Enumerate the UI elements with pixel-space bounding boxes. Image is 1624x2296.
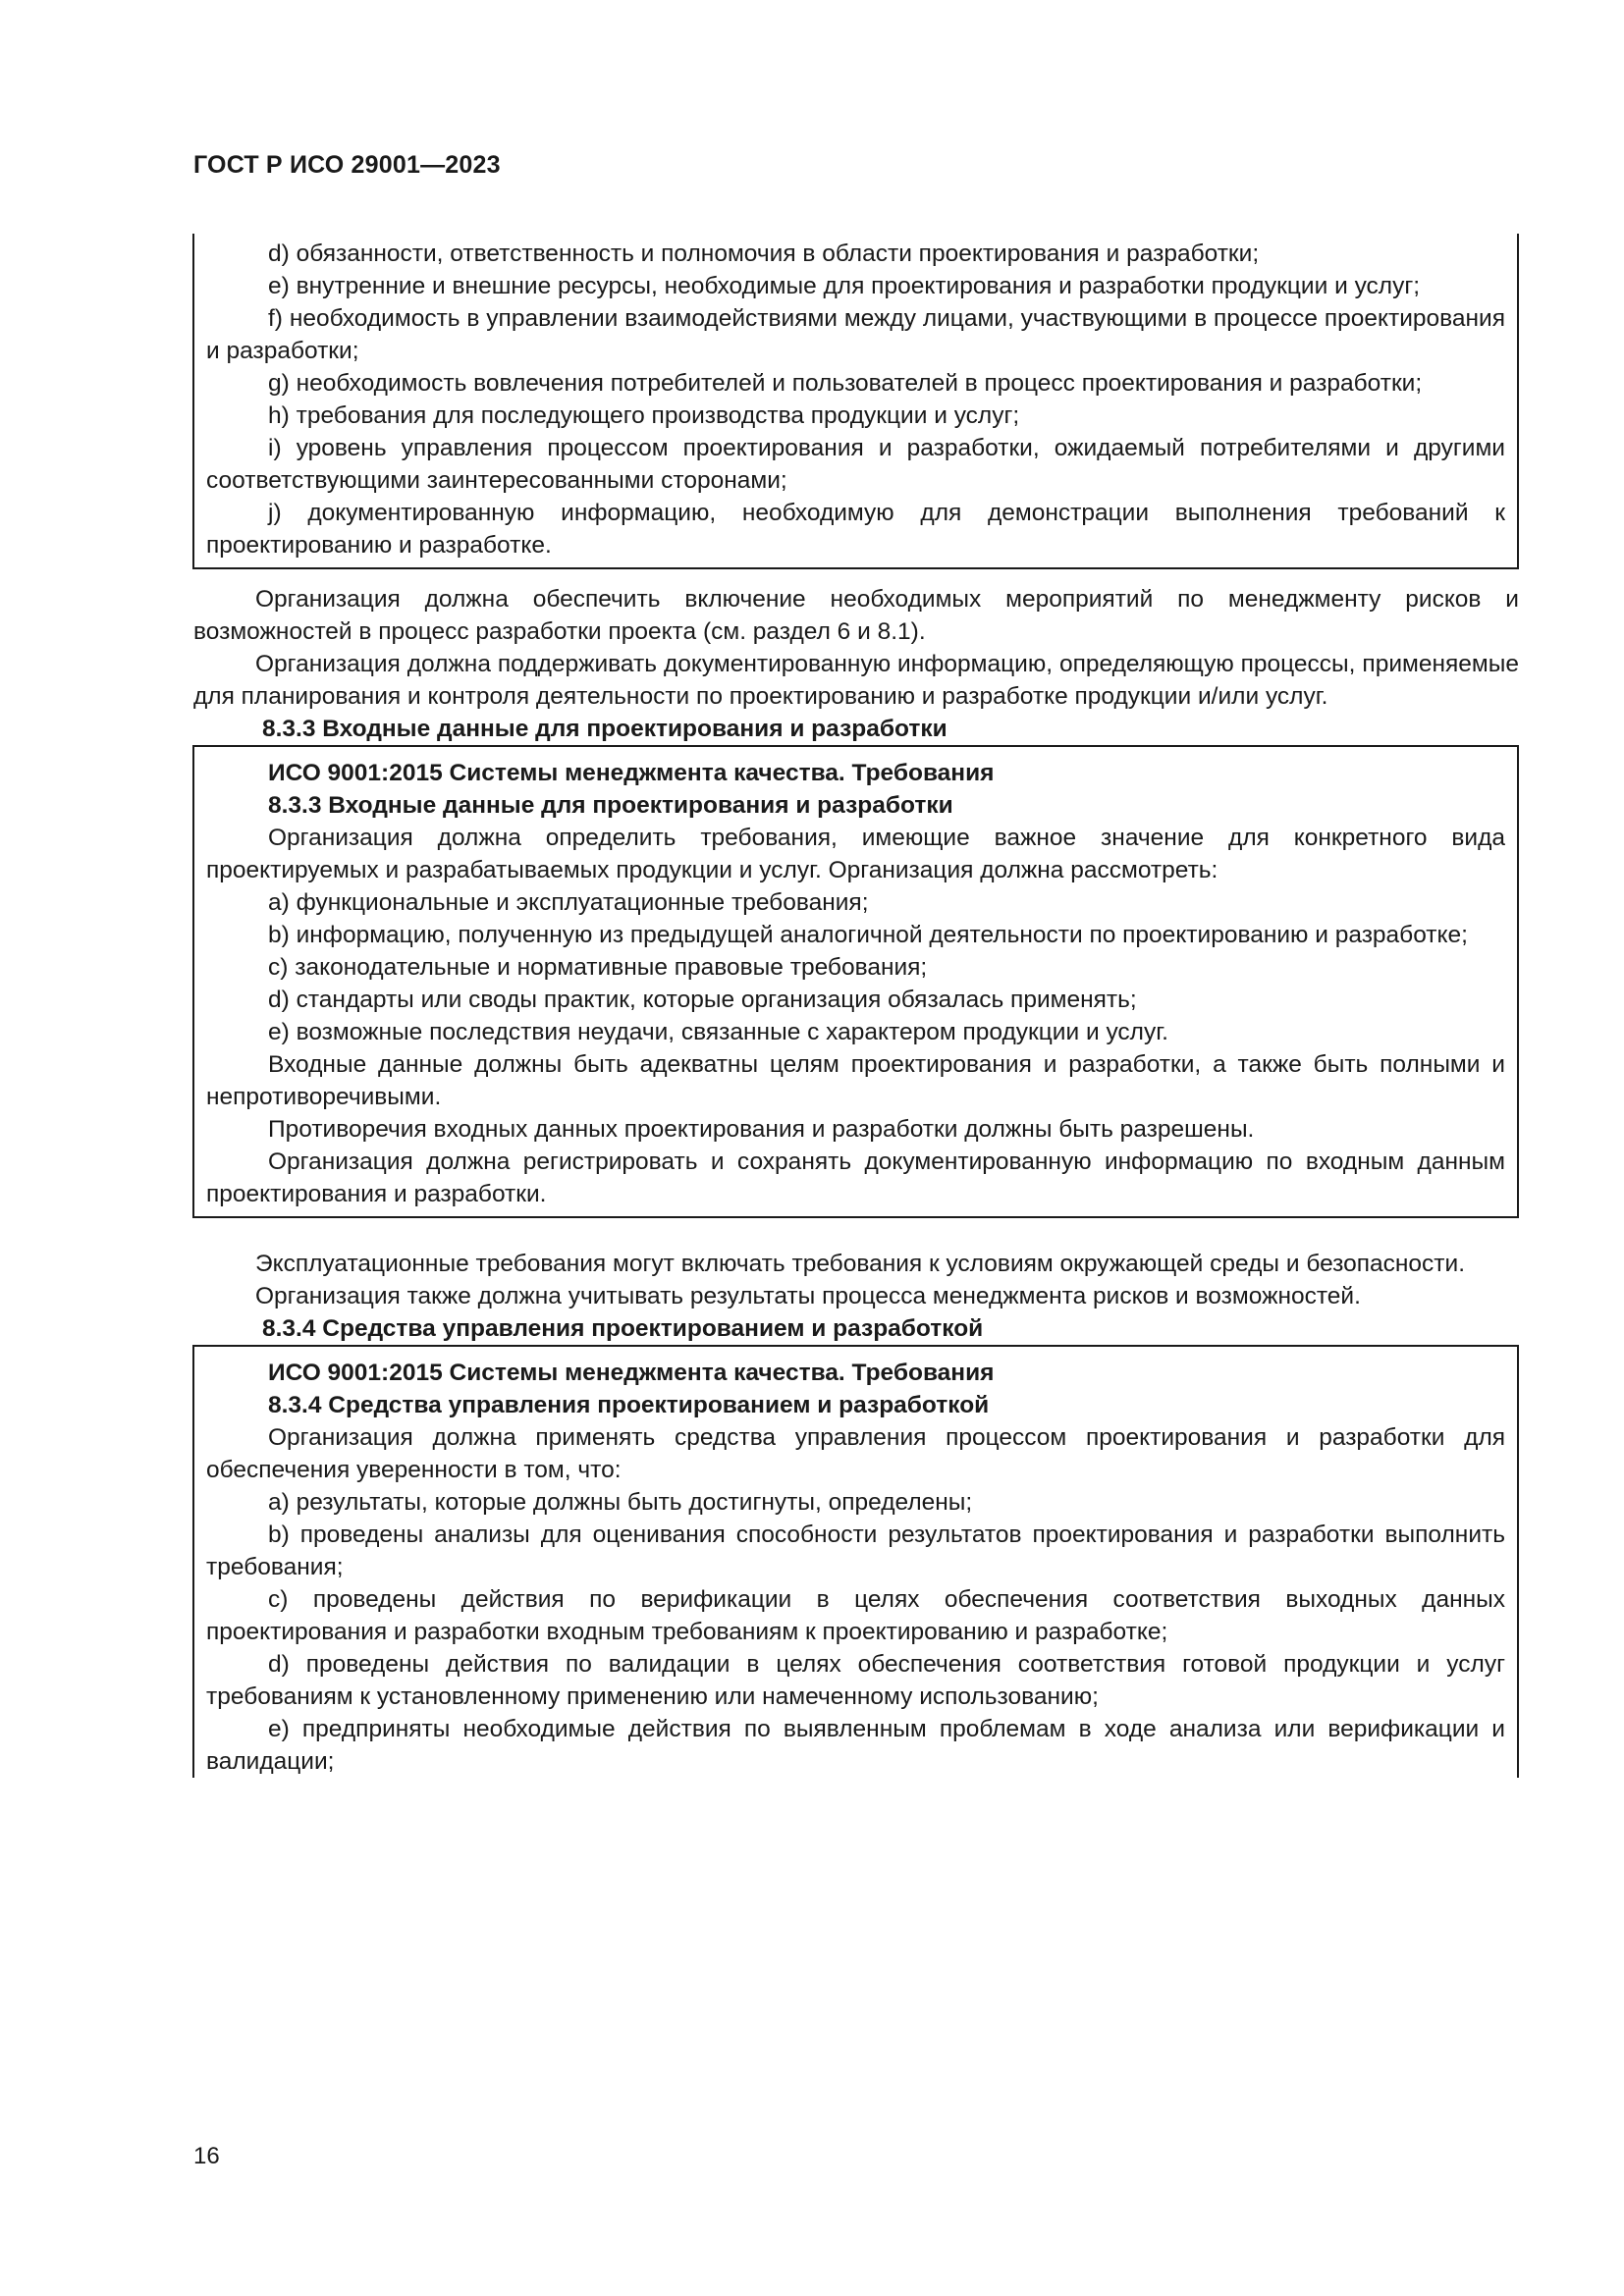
page-number: 16 — [193, 2143, 220, 2169]
list-item: d) проведены действия по валидации в целях обеспечения соответствия готовой продукции и услуг требованиям к установленному применению или намеченному использованию; — [206, 1651, 1505, 1710]
list-item: c) законодательные и нормативные правовые требования; — [268, 954, 928, 981]
box-paragraph: Входные данные должны быть адекватны целям проектирования и разработки, а также быть полными и непротиворечивыми. — [206, 1051, 1505, 1110]
list-item: d) стандарты или своды практик, которые организация обязалась применять; — [268, 987, 1137, 1013]
iso-quote-box-8-3-3 — [192, 745, 1519, 1218]
box-paragraph: Организация должна регистрировать и сохранять документированную информацию по входным данным проектирования и разработки. — [206, 1148, 1505, 1207]
box-paragraph: Противоречия входных данных проектирования и разработки должны быть разрешены. — [268, 1116, 1255, 1143]
iso-quote-box-8-3-4 — [192, 1345, 1519, 1778]
list-item: i) уровень управления процессом проектирования и разработки, ожидаемый потребителями и другими соответствующими заинтересованными сторонами; — [206, 435, 1505, 494]
list-item: j) документированную информацию, необходимую для демонстрации выполнения требований к проектированию и разработке. — [206, 500, 1505, 559]
section-heading-8-3-3: 8.3.3 Входные данные для проектирования и разработки — [262, 716, 947, 742]
list-item: e) внутренние и внешние ресурсы, необходимые для проектирования и разработки продукции и услуг; — [268, 273, 1421, 299]
box-title: ИСО 9001:2015 Системы менеджмента качества. Требования — [268, 1360, 995, 1386]
list-item: e) предприняты необходимые действия по выявленным проблемам в ходе анализа или верификации и валидации; — [206, 1716, 1505, 1775]
list-item: c) проведены действия по верификации в целях обеспечения соответствия выходных данных проектирования и разработки входным требованиям к проектированию и разработке; — [206, 1586, 1505, 1645]
list-item: b) проведены анализы для оценивания способности результатов проектирования и разработки выполнить требования; — [206, 1522, 1505, 1580]
body-paragraph: Организация также должна учитывать результаты процесса менеджмента рисков и возможностей. — [255, 1283, 1361, 1309]
list-item: a) функциональные и эксплуатационные требования; — [268, 889, 869, 916]
box-subheading: 8.3.3 Входные данные для проектирования и разработки — [268, 792, 953, 819]
list-item: a) результаты, которые должны быть достигнуты, определены; — [268, 1489, 973, 1516]
body-paragraph: Организация должна поддерживать документированную информацию, определяющую процессы, применяемые для планирования и контроля деятельности по проектированию и разработке продукции и/или услуг. — [193, 651, 1519, 710]
body-paragraph: Организация должна обеспечить включение необходимых мероприятий по менеджменту рисков и возможностей в процесс разработки проекта (см. раздел 6 и 8.1). — [193, 586, 1519, 645]
list-item: d) обязанности, ответственность и полномочия в области проектирования и разработки; — [268, 240, 1260, 267]
list-item: f) необходимость в управлении взаимодействиями между лицами, участвующими в процессе проектирования и разработки; — [206, 305, 1505, 364]
list-item: e) возможные последствия неудачи, связанные с характером продукции и услуг. — [268, 1019, 1168, 1045]
box-paragraph: Организация должна определить требования, имеющие важное значение для конкретного вида проектируемых и разрабатываемых продукции и услуг. Организация должна рассмотреть: — [206, 825, 1505, 883]
box-subheading: 8.3.4 Средства управления проектированием и разработкой — [268, 1392, 990, 1418]
box-title: ИСО 9001:2015 Системы менеджмента качества. Требования — [268, 760, 995, 786]
list-item: b) информацию, полученную из предыдущей аналогичной деятельности по проектированию и разработке; — [268, 922, 1468, 948]
iso-quote-box-continued — [192, 234, 1519, 569]
section-heading-8-3-4: 8.3.4 Средства управления проектированием и разработкой — [262, 1315, 984, 1342]
page-content — [193, 234, 1519, 1778]
box-paragraph: Организация должна применять средства управления процессом проектирования и разработки для обеспечения уверенности в том, что: — [206, 1424, 1505, 1483]
list-item: g) необходимость вовлечения потребителей и пользователей в процесс проектирования и разработки; — [268, 370, 1423, 397]
document-header: ГОСТ Р ИСО 29001—2023 — [193, 151, 501, 179]
body-paragraph: Эксплуатационные требования могут включать требования к условиям окружающей среды и безопасности. — [255, 1251, 1466, 1277]
list-item: h) требования для последующего производства продукции и услуг; — [268, 402, 1020, 429]
